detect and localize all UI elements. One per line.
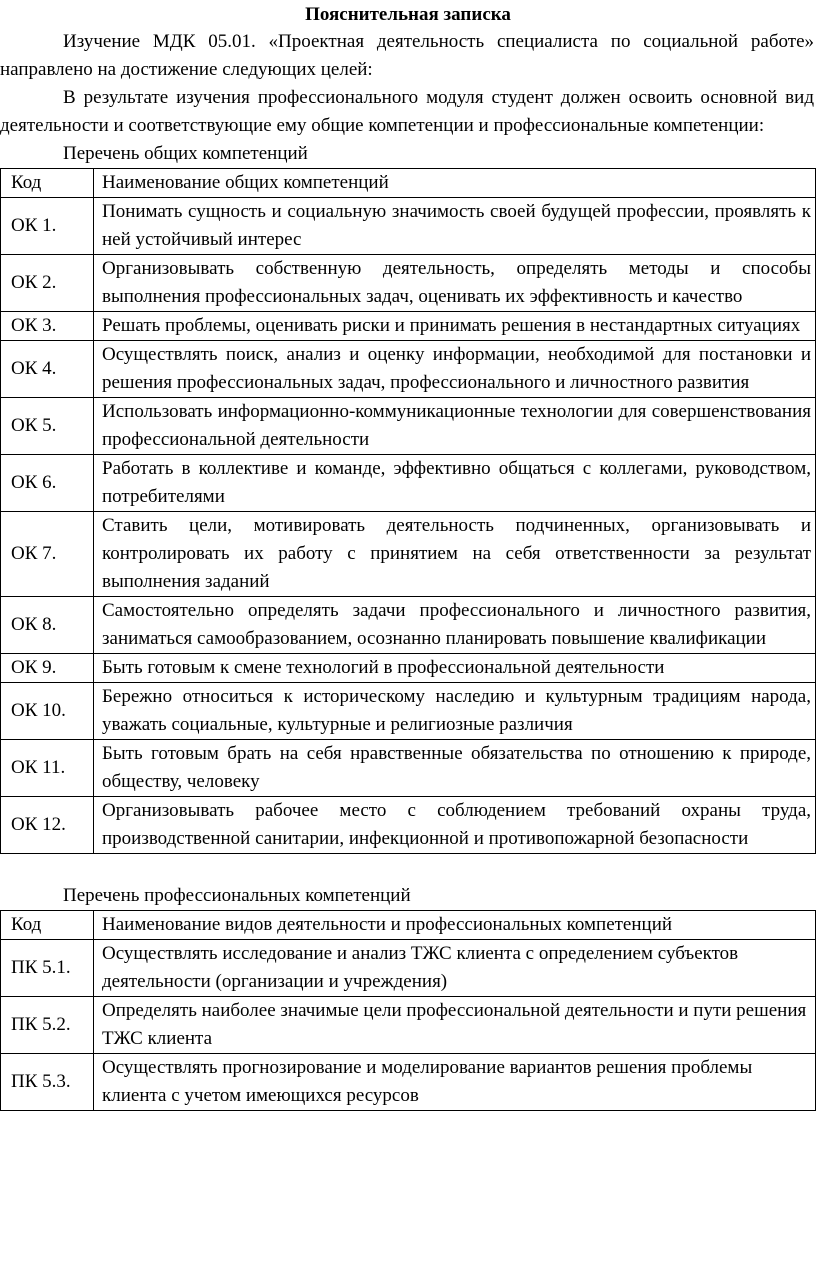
competency-code: ОК 10. [1,683,94,740]
table-row [1,198,816,255]
general-competencies-table [0,168,816,854]
table-row [1,654,816,683]
general-competencies-heading: Перечень общих компетенций [63,143,308,164]
table-row [1,797,816,854]
competency-name: Осуществлять прогнозирование и моделирование вариантов решения проблемы клиента с учетом имеющихся ресурсов [94,1054,816,1111]
competency-code: ОК 3. [1,312,94,341]
table-row [1,455,816,512]
table-row [1,341,816,398]
competency-name: Решать проблемы, оценивать риски и принимать решения в нестандартных ситуациях [94,312,816,341]
competency-code: ОК 1. [1,198,94,255]
header-name-cell: Наименование общих компетенций [94,169,816,198]
competency-name: Понимать сущность и социальную значимость своей будущей профессии, проявлять к ней устойчивый интерес [94,198,816,255]
competency-name: Быть готовым к смене технологий в профессиональной деятельности [94,654,816,683]
header-code-cell: Код [1,911,94,940]
competency-code: ОК 11. [1,740,94,797]
table-row [1,997,816,1054]
table-row [1,255,816,312]
competency-name: Ставить цели, мотивировать деятельность подчиненных, организовывать и контролировать их работу с принятием на себя ответственности за результат выполнения заданий [94,512,816,597]
competency-name: Быть готовым брать на себя нравственные обязательства по отношению к природе, обществу, человеку [94,740,816,797]
competency-name: Использовать информационно-коммуникационные технологии для совершенствования профессиональной деятельности [94,398,816,455]
competency-code: ОК 6. [1,455,94,512]
competency-name: Определять наиболее значимые цели профессиональной деятельности и пути решения ТЖС клиента [94,997,816,1054]
competency-code: ОК 4. [1,341,94,398]
competency-code: ОК 2. [1,255,94,312]
second-paragraph: В результате изучения профессионального модуля студент должен освоить основной вид деятельности и соответствующие ему общие компетенции и профессиональные компетенции: [0,87,814,136]
document-title: Пояснительная записка [305,4,511,25]
spacer [0,854,816,882]
table-row [1,312,816,341]
table-header-row [1,169,816,198]
competency-code: ПК 5.2. [1,997,94,1054]
table-header-row [1,911,816,940]
header-code-cell: Код [1,169,94,198]
table-row [1,1054,816,1111]
competency-name: Осуществлять исследование и анализ ТЖС клиента с определением субъектов деятельности (организации и учреждения) [94,940,816,997]
header-name-cell: Наименование видов деятельности и профессиональных компетенций [94,911,816,940]
table-row [1,940,816,997]
table-row [1,740,816,797]
table-row [1,398,816,455]
table-row [1,597,816,654]
competency-name: Организовывать рабочее место с соблюдением требований охраны труда, производственной санитарии, инфекционной и противопожарной безопасности [94,797,816,854]
professional-competencies-table [0,910,816,1111]
competency-name: Организовывать собственную деятельность, определять методы и способы выполнения профессиональных задач, оценивать их эффективность и качество [94,255,816,312]
table-row [1,512,816,597]
competency-name: Работать в коллективе и команде, эффективно общаться с коллегами, руководством, потребителями [94,455,816,512]
competency-code: ПК 5.3. [1,1054,94,1111]
competency-name: Осуществлять поиск, анализ и оценку информации, необходимой для постановки и решения профессиональных задач, профессионального и личностного развития [94,341,816,398]
competency-name: Самостоятельно определять задачи профессионального и личностного развития, заниматься самообразованием, осознанно планировать повышение квалификации [94,597,816,654]
competency-name: Бережно относиться к историческому наследию и культурным традициям народа, уважать социальные, культурные и религиозные различия [94,683,816,740]
competency-code: ОК 12. [1,797,94,854]
competency-code: ОК 9. [1,654,94,683]
competency-code: ОК 8. [1,597,94,654]
competency-code: ОК 7. [1,512,94,597]
competency-code: ПК 5.1. [1,940,94,997]
table-row [1,683,816,740]
intro-paragraph: Изучение МДК 05.01. «Проектная деятельность специалиста по социальной работе» направлено на достижение следующих целей: [0,31,814,80]
competency-code: ОК 5. [1,398,94,455]
professional-competencies-heading: Перечень профессиональных компетенций [63,885,411,906]
